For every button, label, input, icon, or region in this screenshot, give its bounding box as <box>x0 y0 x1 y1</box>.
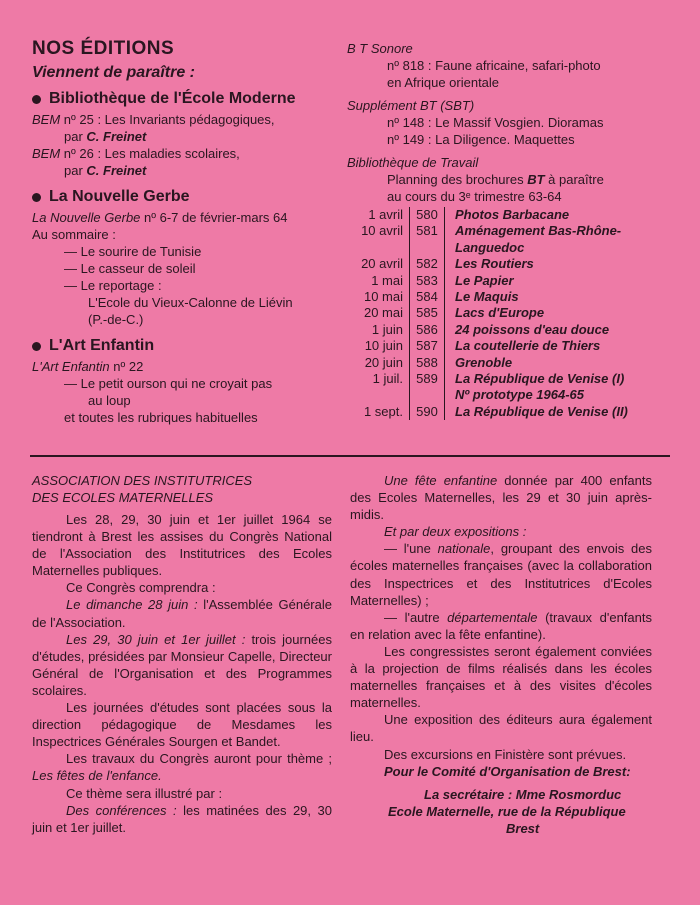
sbt-line-1: nº 148 : Le Massif Vosgien. Dioramas <box>387 115 604 130</box>
fete-paragraph-4: — l'autre départementale (travaux d'enfants en relation avec la fête enfantine). <box>350 609 652 642</box>
planning-row <box>341 223 632 239</box>
assoc-paragraph-1: Les 28, 29, 30 juin et 1er juillet 1964 se tiendront à Brest les assises du Congrès National de l'Association des Institutrices des Ecoles Maternelles publiques. <box>32 512 332 579</box>
gerbe-item-3: — Le reportage : <box>64 278 162 293</box>
assoc-paragraph-5: Les journées d'études sont placées sous la direction pédagogique de Mesdames les Inspectrices Générales Sourgen et Bandet. <box>32 700 332 750</box>
planning-row <box>341 355 632 371</box>
planning-date: 1 juin <box>371 321 403 337</box>
assoc-paragraph-4: Les 29, 30 juin et 1er juillet : trois journées d'études, présidées par Monsieur Capelle, Directeur Général de l'Organisation et des Programmes scolaires. <box>32 631 332 698</box>
bt-sonore-line-2: en Afrique orientale <box>387 75 500 90</box>
fete-paragraph-1: Une fête enfantine donnée par 400 enfants des Ecoles Maternelles, les 29 et 30 juin après-midis. <box>350 473 653 523</box>
planning-num: 589 <box>410 371 445 387</box>
bt-sonore-heading: B T Sonore <box>347 41 413 56</box>
planning-row <box>341 305 632 321</box>
planning-num: 582 <box>410 256 445 272</box>
sbt-line-2: nº 149 : La Diligence. Maquettes <box>387 132 575 147</box>
planning-title: Photos Barbacane <box>455 207 570 222</box>
fete-paragraph-7: Des excursions en Finistère sont prévues. <box>384 746 627 762</box>
biblio-line-2: au cours du 3ᵉ trimestre 63-64 <box>387 189 562 204</box>
gerbe-heading: La Nouvelle Gerbe <box>32 188 332 206</box>
gerbe-item-1: — Le sourire de Tunisie <box>64 244 202 259</box>
planning-date: 10 avril <box>361 223 403 239</box>
planning-row <box>341 387 632 403</box>
art-line-1: L'Art Enfantin nº 22 <box>32 359 144 374</box>
bt-column <box>347 40 677 420</box>
nos-editions-column <box>32 38 332 426</box>
assoc-paragraph-8: Des conférences : les matinées des 29, 30 juin et 1er juillet. <box>32 802 332 835</box>
section-divider <box>30 455 670 457</box>
assoc-paragraph-7: Ce thème sera illustré par : <box>66 785 223 801</box>
planning-row <box>341 273 632 289</box>
sbt-heading: Supplément BT (SBT) <box>347 98 475 113</box>
planning-date: 1 mai <box>371 272 403 288</box>
bullet-icon <box>32 95 41 104</box>
bem-line-2b: par C. Freinet <box>64 163 147 178</box>
planning-num: 590 <box>410 404 445 420</box>
assoc-heading-2: DES ECOLES MATERNELLES <box>32 490 214 505</box>
art-heading: L'Art Enfantin <box>32 337 332 355</box>
planning-num: 583 <box>410 273 445 289</box>
fete-paragraph-5: Les congressistes seront également conviées à la projection de films réalisés dans les écoles maternelles françaises et à des visites d'écoles maternelles. <box>350 643 652 711</box>
signature-line-2: Ecole Maternelle, rue de la République <box>388 803 626 819</box>
planning-date: 1 sept. <box>363 403 403 419</box>
planning-row <box>341 256 632 272</box>
bt-sonore-line-1: nº 818 : Faune africaine, safari-photo <box>387 58 601 73</box>
bem-line-1: BEM nº 25 : Les Invariants pédagogiques, <box>32 112 275 127</box>
planning-date: 20 avril <box>361 256 403 272</box>
bem-line-1b: par C. Freinet <box>64 129 147 144</box>
planning-row <box>341 338 632 354</box>
planning-num: 588 <box>410 355 445 371</box>
planning-title: Le Maquis <box>455 289 519 305</box>
gerbe-item-3c: (P.-de-C.) <box>88 312 144 327</box>
planning-title: Le Papier <box>455 272 514 288</box>
planning-date: 10 mai <box>363 289 403 305</box>
assoc-paragraph-2: Ce Congrès comprendra : <box>66 580 216 596</box>
planning-row <box>341 322 632 338</box>
planning-title: Languedoc <box>455 239 525 255</box>
planning-table <box>341 207 632 420</box>
association-column <box>32 472 332 836</box>
planning-row <box>341 371 632 387</box>
planning-date: 1 avril <box>368 207 403 222</box>
planning-num: 581 <box>410 223 445 239</box>
bullet-icon <box>32 193 41 202</box>
biblio-line-1: Planning des brochures BT à paraître <box>387 172 604 187</box>
planning-row <box>341 404 632 420</box>
gerbe-item-2: — Le casseur de soleil <box>64 261 196 276</box>
gerbe-line-1: La Nouvelle Gerbe nº 6-7 de février-mars 64 <box>32 210 288 225</box>
bullet-icon <box>32 342 41 351</box>
planning-title: La République de Venise (II) <box>455 403 628 419</box>
planning-row <box>341 240 632 256</box>
fete-paragraph-8: Pour le Comité d'Organisation de Brest: <box>384 763 631 779</box>
planning-title: Grenoble <box>455 354 513 370</box>
assoc-paragraph-6: Les travaux du Congrès auront pour thème ; Les fêtes de l'enfance. <box>32 751 332 784</box>
planning-num: 586 <box>410 322 445 338</box>
signature-line-3: Brest <box>506 820 540 836</box>
planning-row <box>341 289 632 305</box>
biblio-heading: Bibliothèque de Travail <box>347 155 479 170</box>
planning-date <box>341 387 410 403</box>
fete-paragraph-3: — l'une nationale, groupant des envois des écoles maternelles françaises (avec la collaboration des Inspectrices et des Institutrices d'Ecoles Maternelles) ; <box>350 541 652 608</box>
planning-title: Les Routiers <box>455 256 534 272</box>
planning-num: 587 <box>410 338 445 354</box>
fete-paragraph-2: Et par deux expositions : <box>384 524 527 540</box>
page-title: NOS ÉDITIONS <box>32 38 175 59</box>
page-subtitle: Viennent de paraître : <box>32 64 195 81</box>
planning-title: Nº prototype 1964-65 <box>455 387 585 403</box>
planning-num: 580 <box>410 207 445 223</box>
planning-date: 10 juin <box>364 338 403 354</box>
planning-num <box>410 240 445 256</box>
planning-num: 585 <box>410 305 445 321</box>
art-item-1: — Le petit ourson qui ne croyait pas <box>64 376 273 391</box>
fete-column <box>350 472 652 837</box>
planning-date: 20 mai <box>363 305 403 321</box>
planning-title: La République de Venise (I) <box>455 371 625 387</box>
planning-date: 1 juil. <box>372 371 403 387</box>
assoc-heading-1: ASSOCIATION DES INSTITUTRICES <box>32 473 253 488</box>
planning-date: 20 juin <box>364 354 403 370</box>
planning-date <box>341 240 410 256</box>
bem-line-2: BEM nº 26 : Les maladies scolaires, <box>32 146 240 161</box>
planning-title: Lacs d'Europe <box>455 305 545 321</box>
fete-paragraph-6: Une exposition des éditeurs aura également lieu. <box>350 712 652 745</box>
art-item-2: et toutes les rubriques habituelles <box>64 410 258 425</box>
planning-row <box>341 207 632 223</box>
signature-line-1: La secrétaire : Mme Rosmorduc <box>424 786 622 802</box>
bem-heading: Bibliothèque de l'École Moderne <box>32 90 332 108</box>
art-item-1b: au loup <box>88 393 131 408</box>
gerbe-item-3b: L'Ecole du Vieux-Calonne de Liévin <box>88 295 293 310</box>
planning-num: 584 <box>410 289 445 305</box>
planning-title: 24 poissons d'eau douce <box>455 321 610 337</box>
gerbe-line-2: Au sommaire : <box>32 227 116 242</box>
planning-num <box>410 387 445 403</box>
planning-title: La coutellerie de Thiers <box>455 338 601 354</box>
assoc-paragraph-3: Le dimanche 28 juin : l'Assemblée Générale de l'Association. <box>32 597 332 630</box>
planning-title: Aménagement Bas-Rhône- <box>455 223 622 239</box>
